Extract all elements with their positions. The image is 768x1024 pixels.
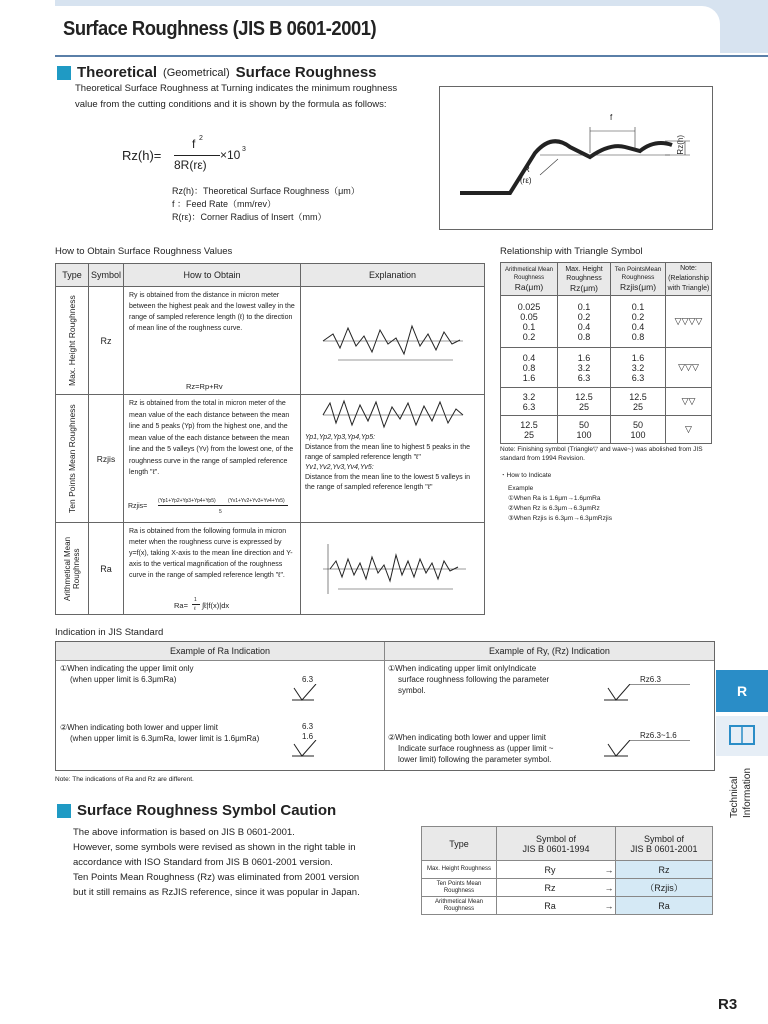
tri-symbol: ▽▽ <box>666 388 712 416</box>
theory-heading-c: Surface Roughness <box>235 64 377 81</box>
cau-old: Ra <box>497 897 604 915</box>
cau-th-1994a: Symbol of <box>535 833 577 844</box>
formula-multiplier: ×10 <box>220 148 241 162</box>
r2-expl-d: Distance from the mean line to the lowest 5 valleys in the range of sampled reference length "ℓ" <box>305 474 470 491</box>
diagram-re-label: (rε) <box>520 176 532 185</box>
cau-type: Arithmetical Mean Roughness <box>422 897 497 915</box>
theory-heading <box>57 64 377 81</box>
tri-cell: 3.2 <box>577 362 591 373</box>
formula-num-sup: 2 <box>199 135 203 142</box>
jis-divider <box>384 660 385 770</box>
caution-text <box>73 825 360 900</box>
tri-cell: 0.1 <box>577 301 591 312</box>
r2-type: Ten Points Mean Roughness <box>67 404 77 513</box>
cau-type: Ten Points Mean Roughness <box>422 879 497 897</box>
cau-arrow: → <box>603 879 616 897</box>
jis-l2-v1: 6.3 <box>302 722 314 731</box>
tri-h3b: Rzjis(μm) <box>619 282 657 292</box>
def-f: f ：Feed Rate（mm/rev） <box>172 199 277 209</box>
triangle-caption: Relationship with Triangle Symbol <box>500 246 643 257</box>
tri-symbol: ▽▽▽▽ <box>666 296 712 348</box>
turning-diagram <box>439 86 713 230</box>
table-row <box>501 416 712 444</box>
jis-box <box>55 641 715 771</box>
ex-3: ③When Rzjis is 6.3μm→6.3μmRzjis <box>508 515 612 522</box>
jis-l1 <box>60 663 193 685</box>
r3-formula-bar <box>192 604 200 605</box>
jis-r2 <box>388 732 553 765</box>
formula-fraction-bar <box>174 155 220 156</box>
section-square-icon <box>57 66 71 80</box>
r1-type: Max. Height Roughness <box>67 295 77 386</box>
r2-formula: Rzjis= <box>128 503 148 510</box>
jis-r1-c: symbol. <box>398 686 426 695</box>
triangle-howto: ・How to Indicate <box>500 472 552 479</box>
table-row <box>422 897 713 915</box>
caution-p5: but it still remains as RzJIS reference, since it was popular in Japan. <box>73 887 360 898</box>
r2-formula-num1: (Yp1+Yp2+Yp3+Yp4+Yp5) <box>158 498 216 504</box>
caution-p3: accordance with ISO Standard from JIS B 0601-2001 version. <box>73 857 333 868</box>
tri-cell: 25 <box>632 401 643 412</box>
tri-cell: 0.4 <box>631 321 645 332</box>
tri-cell: 0.05 <box>520 311 538 322</box>
page-header <box>0 0 768 64</box>
table-row <box>422 861 713 879</box>
caution-p4: Ten Points Mean Roughness (Rz) was eliminated from 2001 version <box>73 872 360 883</box>
jis-r2-c: lower limit) following the parameter symbol. <box>398 755 552 764</box>
r3-symbol: Ra <box>89 523 124 615</box>
caution-p1: The above information is based on JIS B 0601-2001. <box>73 827 295 838</box>
r1-symbol: Rz <box>89 287 124 395</box>
r3-formula: Ra= <box>174 601 188 610</box>
jis-note: Note: The indications of Ra and Rz are different. <box>55 776 194 783</box>
r1-profile-svg <box>318 316 468 366</box>
def-r: R(rε)：Corner Radius of Insert（mm） <box>172 212 327 222</box>
roughness-symbol-icon <box>292 740 332 760</box>
tri-cell: 50 <box>578 419 589 430</box>
tri-cell: 3.2 <box>522 391 536 402</box>
jis-r2-b: Indicate surface roughness as (upper limit ~ <box>398 744 554 753</box>
tri-h3: Ten PointsMean Roughness <box>614 266 662 281</box>
jis-l1-b: (when upper limit is 6.3μmRa) <box>70 675 177 684</box>
jis-right-header: Example of Ry, (Rz) Indication <box>385 642 714 661</box>
def-rz: Rz(h)：Theoretical Surface Roughness（μm） <box>172 186 360 196</box>
tri-h1: Arithmetical Mean Roughness <box>504 267 554 281</box>
col-how: How to Obtain <box>124 264 301 287</box>
tri-cell: 6.3 <box>577 372 591 383</box>
page-number: R3 <box>718 996 738 1013</box>
formula-definitions <box>172 185 360 224</box>
tri-cell: 1.6 <box>522 372 536 383</box>
theory-heading-b: (Geometrical) <box>163 66 230 79</box>
ex-1: ①When Ra is 1.6μm→1.6μmRa <box>508 495 601 502</box>
jis-l2 <box>60 722 259 744</box>
r3-formula-num: 1 <box>194 597 197 603</box>
r2-formula-bar <box>158 505 288 506</box>
cau-old: Ry <box>497 861 604 879</box>
side-label: Technical Information <box>729 767 753 818</box>
jis-l2-v2: 1.6 <box>302 732 314 741</box>
tri-cell: 25 <box>578 401 589 412</box>
col-symbol: Symbol <box>89 264 124 287</box>
cau-th-2001b: JIS B 0601-2001 <box>630 843 698 854</box>
r3-text: Ra is obtained from the following formula in micron meter when the roughness curve is expressed by y=f(x), taking X-axis to the mean line direction and Y-axis to the vertical magnification of the roughness curve in the range of sampled reference length "ℓ". <box>129 528 293 579</box>
cau-new: Rz <box>616 861 713 879</box>
cau-new: Ra <box>616 897 713 915</box>
book-icon <box>716 716 768 756</box>
table-row <box>56 287 485 395</box>
cau-arrow: → <box>603 861 616 879</box>
r3-profile-svg <box>318 539 468 599</box>
diagram-rz-label: Rz(h) <box>676 135 685 155</box>
formula-lhs: Rz(h)= <box>122 148 162 163</box>
tri-h2b: Rz(μm) <box>569 283 599 293</box>
formula-numerator: f <box>192 137 196 151</box>
tri-cell: 1.6 <box>631 352 645 363</box>
jis-r2-value: Rz6.3~1.6 <box>640 731 677 740</box>
jis-l1-a: ①When indicating the upper limit only <box>60 664 194 673</box>
cau-arrow: → <box>603 897 616 915</box>
tri-cell: 50 <box>632 419 643 430</box>
tri-cell: 0.8 <box>522 362 536 373</box>
table-row <box>56 523 485 615</box>
jis-l2-b: (when upper limit is 6.3μmRa, lower limit is 1.6μmRa) <box>70 734 260 743</box>
header-rule <box>55 55 768 57</box>
caution-table <box>421 826 713 915</box>
turning-profile-svg <box>440 87 712 229</box>
tri-cell: 12.5 <box>575 391 593 402</box>
cau-th-2001a: Symbol of <box>643 833 685 844</box>
tri-cell: 25 <box>523 429 534 440</box>
r2-text: Rz is obtained from the total in micron meter of the mean value of the each distance between the mean line and 5 peaks (Yp) from the highest one, and the mean value of the each distance between the mean line and the 5 valleys (Yv) from the lowest one, of the roughness curve in the range of sampled reference length "ℓ". <box>129 400 294 476</box>
r2-formula-num2: (Yv1+Yv2+Yv3+Yv4+Yv5) <box>228 498 285 504</box>
roughness-symbol-icon <box>602 740 692 760</box>
jis-r1-a: ①When indicating upper limit onlyIndicate <box>388 664 537 673</box>
caution-p2: However, some symbols were revised as shown in the right table in <box>73 842 356 853</box>
tri-cell: 6.3 <box>631 372 645 383</box>
tri-cell: 6.3 <box>522 401 536 412</box>
jis-r1-b: surface roughness following the parameter <box>398 675 550 684</box>
tri-cell: 0.8 <box>577 331 591 342</box>
section-square-icon <box>57 804 71 818</box>
diagram-f-label: f <box>610 113 613 122</box>
tri-cell: 12.5 <box>629 391 647 402</box>
table-row <box>501 388 712 416</box>
col-expl: Explanation <box>301 264 485 287</box>
caution-heading-text: Surface Roughness Symbol Caution <box>77 802 337 819</box>
tri-h1b: Ra(μm) <box>514 282 544 292</box>
tri-cell: 0.1 <box>522 321 536 332</box>
col-type: Type <box>56 264 89 287</box>
tri-cell: 0.4 <box>522 352 536 363</box>
theory-heading-a: Theoretical <box>77 64 158 81</box>
tri-cell: 12.5 <box>520 419 538 430</box>
jis-l2-values <box>302 722 313 742</box>
r2-expl-b: Distance from the mean line to highest 5 peaks in the range of sampled reference length "ℓ" <box>305 444 470 461</box>
cau-old: Rz <box>497 879 604 897</box>
table-row <box>501 296 712 348</box>
tri-cell: 0.1 <box>631 301 645 312</box>
r2-profile-svg <box>318 397 468 433</box>
page-title: Surface Roughness (JIS B 0601-2001) <box>63 18 377 40</box>
jis-l1-value: 6.3 <box>302 675 314 684</box>
formula-mult-sup: 3 <box>242 146 246 153</box>
table-row <box>501 348 712 388</box>
tri-symbol: ▽▽▽ <box>666 348 712 388</box>
triangle-examples <box>508 484 612 524</box>
jis-left-header: Example of Ra Indication <box>56 642 385 661</box>
jis-r2-a: ②When indicating both lower and upper limit <box>388 733 546 742</box>
table-row <box>56 395 485 523</box>
r2-expl-a: Yp1,Yp2,Yp3,Yp4,Yp5: <box>305 434 376 441</box>
cau-th-type: Type <box>422 827 497 861</box>
cau-new: （Rzjis） <box>616 879 713 897</box>
r3-formula-den: ℓ <box>194 606 196 612</box>
jis-l2-a: ②When indicating both lower and upper limit <box>60 723 218 732</box>
tri-cell: 100 <box>576 429 592 440</box>
side-book-panel <box>716 716 768 756</box>
table-row <box>422 879 713 897</box>
tri-cell: 0.4 <box>577 321 591 332</box>
theory-intro: Theoretical Surface Roughness at Turning indicates the minimum roughness value from the cutting conditions and it is shown by the formula as follows: <box>75 83 398 110</box>
tri-cell: 3.2 <box>631 362 645 373</box>
r2-symbol: Rzjis <box>89 395 124 523</box>
ex-2: ②When Rz is 6.3μm→6.3μmRz <box>508 505 600 512</box>
jis-caption: Indication in JIS Standard <box>55 627 164 638</box>
formula-denominator: 8R(rε) <box>174 158 207 172</box>
side-tab-r[interactable]: R <box>716 670 768 712</box>
tri-h4: Note: (Relationship with Triangle) <box>667 265 710 292</box>
tri-cell: 0.2 <box>577 311 591 322</box>
r1-formula: Rz=Rp+Rv <box>186 382 223 391</box>
tri-cell: 0.025 <box>517 301 541 312</box>
tri-cell: 100 <box>630 429 646 440</box>
side-label-wrap <box>728 758 758 818</box>
tri-symbol: ▽ <box>666 416 712 444</box>
r2-expl-c: Yv1,Yv2,Yv3,Yv4,Yv5: <box>305 464 374 471</box>
cau-th-1994b: JIS B 0601-1994 <box>522 843 590 854</box>
tri-h2: Max. Height Roughness <box>565 266 603 282</box>
diagram-r-label: R <box>524 165 530 174</box>
roughness-symbol-icon <box>602 684 692 704</box>
jis-r1-value: Rz6.3 <box>640 675 661 684</box>
triangle-table <box>500 262 712 444</box>
jis-r1 <box>388 663 549 696</box>
ex-label: Example <box>508 485 534 492</box>
howto-table <box>55 263 485 615</box>
r3-formula-int: ∫ℓ|f(x)|dx <box>202 601 230 610</box>
tri-cell: 0.8 <box>631 331 645 342</box>
roughness-formula <box>122 135 282 185</box>
r1-text: Ry is obtained from the distance in micron meter between the highest peak and the lowest valley in the range of sampled reference length (ℓ) to the direction of mean line of the roughness curve. <box>129 292 295 332</box>
r2-formula-den: 5 <box>219 509 222 515</box>
cau-type: Max. Height Roughness <box>422 861 497 879</box>
tri-cell: 0.2 <box>522 331 536 342</box>
howto-caption: How to Obtain Surface Roughness Values <box>55 246 233 257</box>
tri-cell: 1.6 <box>577 352 591 363</box>
triangle-note: Note: Finishing symbol (Triangle▽ and wave~) was abolished from JIS standard from 1994 Revision. <box>500 446 703 462</box>
caution-heading <box>57 802 336 819</box>
roughness-symbol-icon <box>292 684 332 704</box>
r3-type: Arithmetical Mean Roughness <box>63 536 81 601</box>
tri-cell: 0.2 <box>631 311 645 322</box>
